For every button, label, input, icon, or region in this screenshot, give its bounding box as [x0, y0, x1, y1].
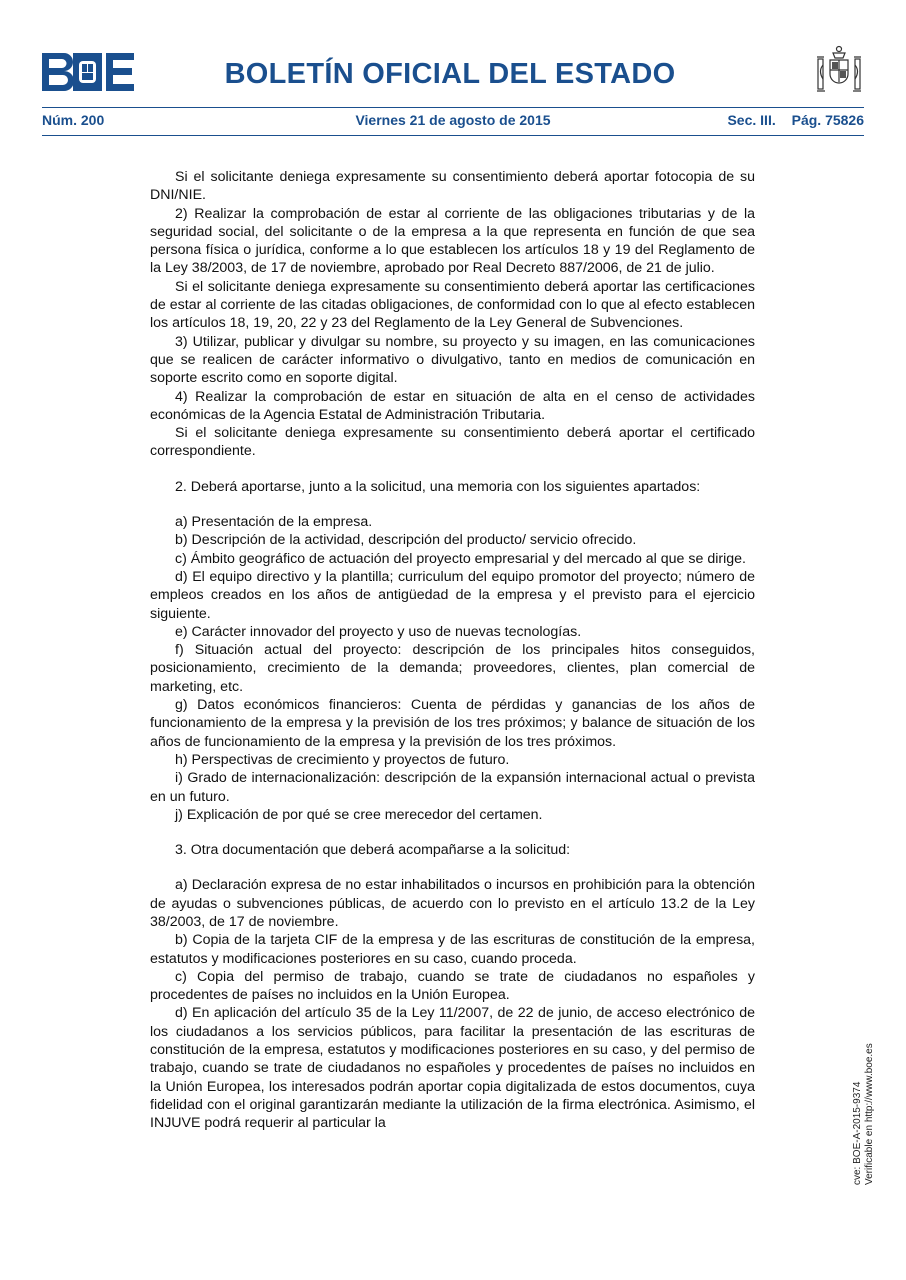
list-item: c) Ámbito geográfico de actuación del proyecto empresarial y del mercado al que se dirige. [175, 550, 746, 567]
list-item: d) El equipo directivo y la plantilla; curriculum del equipo promotor del proyecto; número de empleos creados en los años de antigüedad de la empresa y el previsto para el ejercicio siguiente. [150, 568, 755, 622]
boe-logo [42, 53, 134, 91]
paragraph: 2) Realizar la comprobación de estar al corriente de las obligaciones tributarias y de la seguridad social, del solicitante o de la empresa a la que representa en función de que sea persona física o jurídica, conforme a lo que establecen los artículos 18 y 19 del Reglamento de la Ley 38/2003, de 17 de noviembre, aprobado por Real Decreto 887/2006, de 21 de julio. [150, 205, 755, 277]
verification-note [852, 885, 876, 1185]
paragraph: Si el solicitante deniega expresamente su consentimiento deberá aportar fotocopia de su DNI/NIE. [150, 169, 755, 204]
document-body [150, 168, 755, 1133]
coat-of-arms-icon [815, 45, 863, 97]
header-rule-bottom [42, 135, 864, 136]
section-label: Sec. III. [727, 112, 776, 128]
list-item: b) Copia de la tarjeta CIF de la empresa y de las escrituras de constitución de la empresa, estatutos y modificaciones posteriores en su caso, cuando proceda. [150, 932, 755, 967]
list-item: i) Grado de internacionalización: descripción de la expansión internacional actual o prevista en un futuro. [150, 770, 755, 805]
verify-link[interactable]: Verificable en http://www.boe.es [864, 1043, 875, 1185]
list-item: b) Descripción de la actividad, descripción del producto/ servicio ofrecido. [175, 532, 637, 549]
section-heading: 3. Otra documentación que deberá acompañarse a la solicitud: [175, 842, 571, 859]
section-heading: 2. Deberá aportarse, junto a la solicitud, una memoria con los siguientes apartados: [175, 478, 701, 495]
list-item: g) Datos económicos financieros: Cuenta de pérdidas y ganancias de los años de funcionamiento de la empresa y la previsión de los tres próximos; y balance de situación de los años de funcionamiento de la empresa y la previsión de los tres próximos. [150, 697, 755, 750]
issue-date: Viernes 21 de agosto de 2015 [355, 112, 551, 128]
issue-number: Núm. 200 [42, 112, 105, 128]
list-item: d) En aplicación del artículo 35 de la Ley 11/2007, de 22 de junio, de acceso electrónico de los ciudadanos a los servicios públicos, para facilitar la presentación de las escrituras de constitución de la empresa, estatutos y modificaciones posteriores en su caso, y del permiso de trabajo, cuando se trate de ciudadanos no españoles y procedentes de países no incluidos en la Unión Europea, los interesados podrán aportar copia digitalizada de estos documentos, cuya fidelidad con el original garantizarán mediante la utilización de la firma electrónica. Asimismo, el INJUVE podrá requerir al particular la [150, 1005, 755, 1132]
page-number: Pág. 75826 [791, 112, 864, 128]
paragraph: Si el solicitante deniega expresamente su consentimiento deberá aportar el certificado correspondiente. [150, 425, 755, 460]
list-item: a) Declaración expresa de no estar inhabilitados o incursos en prohibición para la obtención de ayudas o subvenciones públicas, de acuerdo con lo previsto en el artículo 13.2 de la Ley 38/2003, de 17 de noviembre. [150, 877, 755, 930]
list-item: j) Explicación de por qué se cree merecedor del certamen. [175, 806, 543, 823]
header-rule-top [42, 107, 864, 108]
cve-code: cve: BOE-A-2015-9374 [852, 1081, 863, 1185]
list-item: e) Carácter innovador del proyecto y uso de nuevas tecnologías. [175, 623, 582, 640]
list-item: h) Perspectivas de crecimiento y proyectos de futuro. [175, 751, 510, 768]
paragraph: 3) Utilizar, publicar y divulgar su nombre, su proyecto y su imagen, en las comunicaciones que se realicen de carácter informativo o divulgativo, tanto en medios de comunicación en soporte escrito como en soporte digital. [150, 333, 755, 387]
list-item: a) Presentación de la empresa. [175, 514, 373, 531]
list-item: f) Situación actual del proyecto: descripción de los principales hitos conseguidos, posicionamiento, crecimiento de la demanda; proveedores, clientes, plan comercial de marketing, etc. [150, 642, 755, 695]
section-page [715, 112, 864, 128]
list-item: c) Copia del permiso de trabajo, cuando se trate de ciudadanos no españoles y procedentes de países no incluidos en la Unión Europea. [150, 968, 755, 1004]
paragraph: Si el solicitante deniega expresamente su consentimiento deberá aportar las certificaciones de estar al corriente de las citadas obligaciones, de conformidad con lo que al efecto establecen los artículos 18, 19, 20, 22 y 23 del Reglamento de la Ley General de Subvenciones. [150, 278, 755, 332]
paragraph: 4) Realizar la comprobación de estar en situación de alta en el censo de actividades económicas de la Agencia Estatal de Administración Tributaria. [150, 388, 755, 423]
page-title: BOLETÍN OFICIAL DEL ESTADO [224, 58, 676, 90]
